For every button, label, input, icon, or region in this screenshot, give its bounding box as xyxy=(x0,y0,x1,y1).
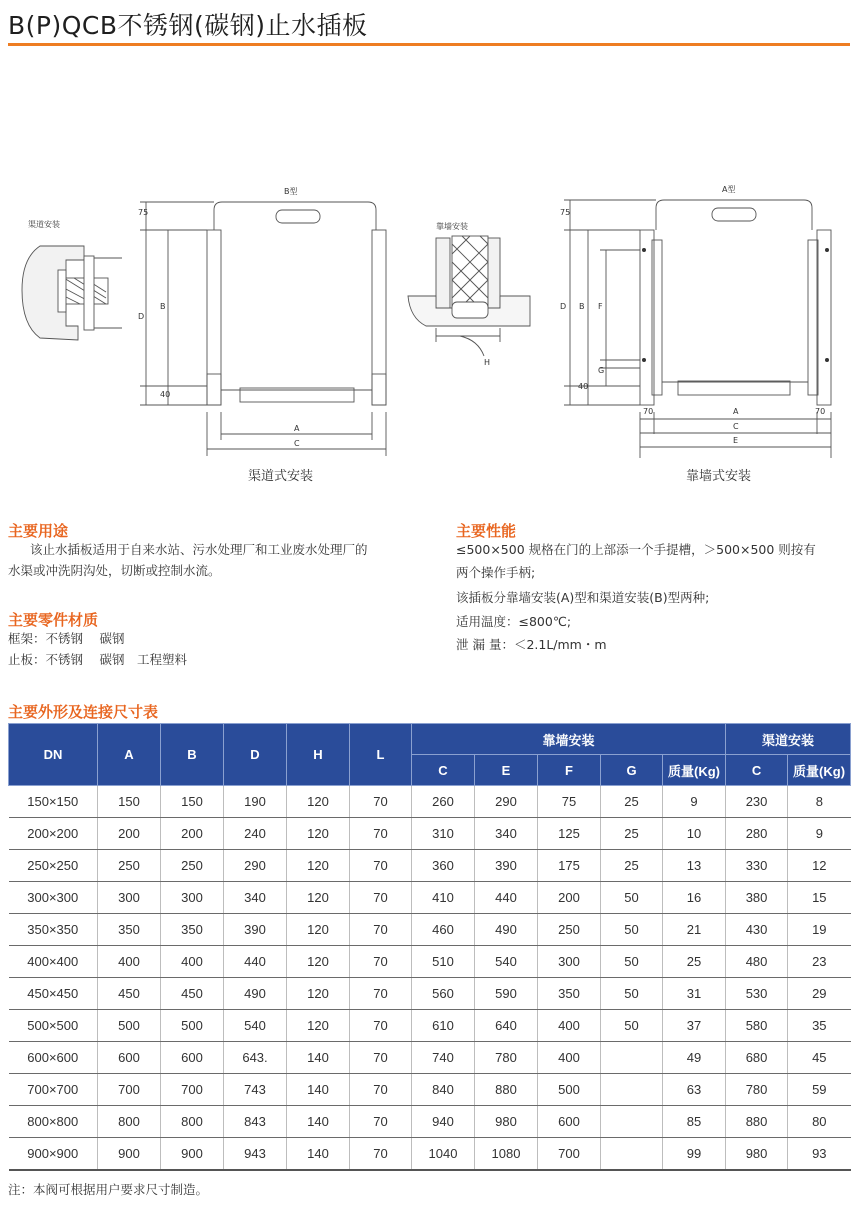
table-cell: 350 xyxy=(98,914,161,946)
table-cell: 880 xyxy=(475,1074,538,1106)
technical-drawings xyxy=(0,150,859,490)
table-cell: 350 xyxy=(538,978,601,1010)
table-row xyxy=(9,1074,851,1106)
table-cell: 740 xyxy=(412,1042,475,1074)
header-wall-c: C xyxy=(412,755,475,786)
wall-install-caption: 靠墙式安装 xyxy=(686,469,752,484)
table-cell: 120 xyxy=(287,786,350,818)
table-cell: 140 xyxy=(287,1138,350,1171)
table-cell: 175 xyxy=(538,850,601,882)
header-channel-weight: 质量(Kg) xyxy=(788,755,851,786)
table-cell: 25 xyxy=(663,946,726,978)
table-title: 主要外形及连接尺寸表 xyxy=(8,703,159,721)
table-cell: 400 xyxy=(538,1042,601,1074)
dim-b-left: B xyxy=(160,302,166,311)
a-type-label: A型 xyxy=(722,185,736,194)
table-cell: 700 xyxy=(98,1074,161,1106)
table-cell: 840 xyxy=(412,1074,475,1106)
dim-75-right: 75 xyxy=(560,208,571,217)
table-cell: 250×250 xyxy=(9,850,98,882)
header-h: H xyxy=(287,724,350,786)
table-row xyxy=(9,946,851,978)
table-cell: 45 xyxy=(788,1042,851,1074)
table-cell: 50 xyxy=(601,914,663,946)
table-cell: 600 xyxy=(98,1042,161,1074)
table-cell: 120 xyxy=(287,882,350,914)
table-cell: 900 xyxy=(98,1138,161,1171)
table-cell: 450 xyxy=(161,978,224,1010)
table-cell: 12 xyxy=(788,850,851,882)
table-cell: 450 xyxy=(98,978,161,1010)
table-cell: 440 xyxy=(475,882,538,914)
channel-install-caption: 渠道式安装 xyxy=(248,469,314,484)
dim-40-right: 40 xyxy=(578,382,589,391)
dim-c-left: C xyxy=(294,439,300,448)
header-channel-c: C xyxy=(726,755,788,786)
table-cell: 25 xyxy=(601,786,663,818)
materials-title: 主要零件材质 xyxy=(8,611,99,629)
table-cell: 70 xyxy=(350,1106,412,1138)
table-cell: 125 xyxy=(538,818,601,850)
wall-detail-label: 靠墙安装 xyxy=(436,222,468,231)
table-cell: 700 xyxy=(161,1074,224,1106)
table-cell: 780 xyxy=(726,1074,788,1106)
table-cell: 280 xyxy=(726,818,788,850)
performance-line-3: 该插板分靠墙安装(A)型和渠道安装(B)型两种; xyxy=(456,590,710,605)
table-cell: 240 xyxy=(224,818,287,850)
table-row xyxy=(9,818,851,850)
table-cell xyxy=(601,1106,663,1138)
table-cell: 980 xyxy=(475,1106,538,1138)
table-cell: 600×600 xyxy=(9,1042,98,1074)
table-cell: 743 xyxy=(224,1074,287,1106)
table-cell: 59 xyxy=(788,1074,851,1106)
usage-line-2: 水渠或冲洗阴沟处，切断或控制水流。 xyxy=(8,563,221,578)
table-cell: 120 xyxy=(287,978,350,1010)
table-cell: 250 xyxy=(161,850,224,882)
performance-title: 主要性能 xyxy=(456,522,517,540)
table-cell: 480 xyxy=(726,946,788,978)
table-cell: 310 xyxy=(412,818,475,850)
table-cell: 140 xyxy=(287,1074,350,1106)
dim-a-right: A xyxy=(733,407,739,416)
table-cell: 680 xyxy=(726,1042,788,1074)
table-cell: 140 xyxy=(287,1042,350,1074)
table-cell: 510 xyxy=(412,946,475,978)
table-cell: 800×800 xyxy=(9,1106,98,1138)
table-cell: 490 xyxy=(475,914,538,946)
header-wall-weight: 质量(Kg) xyxy=(663,755,726,786)
table-cell: 300 xyxy=(161,882,224,914)
performance-line-1: ≤500×500 规格在门的上部添一个手提槽，＞500×500 则按有 xyxy=(456,542,816,557)
table-cell: 900 xyxy=(161,1138,224,1171)
table-cell: 580 xyxy=(726,1010,788,1042)
table-cell: 540 xyxy=(475,946,538,978)
table-cell: 9 xyxy=(663,786,726,818)
table-cell: 400 xyxy=(538,1010,601,1042)
header-group-wall: 靠墙安装 xyxy=(412,724,726,755)
table-cell: 390 xyxy=(475,850,538,882)
table-cell: 500 xyxy=(538,1074,601,1106)
table-cell: 500×500 xyxy=(9,1010,98,1042)
table-cell: 70 xyxy=(350,946,412,978)
table-cell: 21 xyxy=(663,914,726,946)
table-cell: 430 xyxy=(726,914,788,946)
table-cell: 70 xyxy=(350,882,412,914)
table-cell: 500 xyxy=(161,1010,224,1042)
dim-d-left: D xyxy=(138,312,145,321)
table-cell xyxy=(601,1138,663,1171)
header-l: L xyxy=(350,724,412,786)
dim-c-right: C xyxy=(733,422,739,431)
table-row xyxy=(9,882,851,914)
table-cell: 200×200 xyxy=(9,818,98,850)
table-cell: 440 xyxy=(224,946,287,978)
table-cell: 410 xyxy=(412,882,475,914)
table-cell: 200 xyxy=(98,818,161,850)
table-cell: 75 xyxy=(538,786,601,818)
table-cell: 50 xyxy=(601,1010,663,1042)
table-cell: 19 xyxy=(788,914,851,946)
table-cell: 70 xyxy=(350,1010,412,1042)
dim-a-left: A xyxy=(294,424,300,433)
table-cell: 70 xyxy=(350,978,412,1010)
installation-drawing xyxy=(0,150,859,490)
table-cell: 340 xyxy=(224,882,287,914)
table-row xyxy=(9,1042,851,1074)
table-cell: 99 xyxy=(663,1138,726,1171)
table-cell: 50 xyxy=(601,882,663,914)
table-cell: 120 xyxy=(287,818,350,850)
table-cell: 150 xyxy=(161,786,224,818)
table-cell: 300 xyxy=(538,946,601,978)
table-cell: 450×450 xyxy=(9,978,98,1010)
materials-plate: 止板：不锈钢 碳钢 工程塑料 xyxy=(8,652,187,667)
page-title: B(P)QCB不锈钢(碳钢)止水插板 xyxy=(8,11,368,40)
table-cell: 250 xyxy=(538,914,601,946)
table-cell: 25 xyxy=(601,818,663,850)
header-wall-e: E xyxy=(475,755,538,786)
table-cell: 8 xyxy=(788,786,851,818)
table-cell: 330 xyxy=(726,850,788,882)
table-cell: 610 xyxy=(412,1010,475,1042)
footnote: 注：本阀可根据用户要求尺寸制造。 xyxy=(8,1182,209,1197)
table-cell: 37 xyxy=(663,1010,726,1042)
table-cell: 25 xyxy=(601,850,663,882)
table-cell: 70 xyxy=(350,1138,412,1171)
table-cell: 600 xyxy=(161,1042,224,1074)
table-cell: 300 xyxy=(98,882,161,914)
header-wall-f: F xyxy=(538,755,601,786)
dim-e: E xyxy=(733,436,739,445)
table-cell: 350×350 xyxy=(9,914,98,946)
table-cell: 340 xyxy=(475,818,538,850)
table-cell: 800 xyxy=(98,1106,161,1138)
dim-70-left: 70 xyxy=(643,407,654,416)
table-cell: 93 xyxy=(788,1138,851,1171)
channel-detail-label: 渠道安装 xyxy=(28,220,60,229)
table-row xyxy=(9,1138,851,1171)
table-cell: 360 xyxy=(412,850,475,882)
table-cell: 50 xyxy=(601,978,663,1010)
table-cell: 250 xyxy=(98,850,161,882)
table-cell: 540 xyxy=(224,1010,287,1042)
table-cell: 500 xyxy=(98,1010,161,1042)
table-cell: 780 xyxy=(475,1042,538,1074)
performance-line-5: 泄 漏 量：＜2.1L/mm・m xyxy=(456,637,607,652)
table-cell: 80 xyxy=(788,1106,851,1138)
table-cell: 900×900 xyxy=(9,1138,98,1171)
dim-40-left: 40 xyxy=(160,390,171,399)
table-cell: 63 xyxy=(663,1074,726,1106)
table-row xyxy=(9,1010,851,1042)
table-cell: 200 xyxy=(161,818,224,850)
table-cell xyxy=(601,1074,663,1106)
dim-75-left: 75 xyxy=(138,208,149,217)
table-row xyxy=(9,786,851,818)
table-cell: 29 xyxy=(788,978,851,1010)
table-cell: 943 xyxy=(224,1138,287,1171)
table-cell: 140 xyxy=(287,1106,350,1138)
table-body xyxy=(9,786,851,1171)
table-cell: 31 xyxy=(663,978,726,1010)
table-cell: 980 xyxy=(726,1138,788,1171)
dim-g: G xyxy=(598,366,605,375)
table-cell: 49 xyxy=(663,1042,726,1074)
table-cell: 643. xyxy=(224,1042,287,1074)
table-cell: 35 xyxy=(788,1010,851,1042)
table-cell: 590 xyxy=(475,978,538,1010)
table-cell: 200 xyxy=(538,882,601,914)
header-d: D xyxy=(224,724,287,786)
table-row xyxy=(9,1106,851,1138)
table-row xyxy=(9,978,851,1010)
dim-b-right: B xyxy=(579,302,585,311)
table-cell: 1040 xyxy=(412,1138,475,1171)
table-cell: 800 xyxy=(161,1106,224,1138)
table-cell: 880 xyxy=(726,1106,788,1138)
table-cell: 700×700 xyxy=(9,1074,98,1106)
table-cell: 700 xyxy=(538,1138,601,1171)
table-cell: 260 xyxy=(412,786,475,818)
table-cell: 640 xyxy=(475,1010,538,1042)
materials-frame: 框架：不锈钢 碳钢 xyxy=(8,631,125,646)
table-cell: 940 xyxy=(412,1106,475,1138)
table-cell: 70 xyxy=(350,1042,412,1074)
table-cell: 120 xyxy=(287,946,350,978)
table-cell: 190 xyxy=(224,786,287,818)
table-cell: 1080 xyxy=(475,1138,538,1171)
table-cell: 70 xyxy=(350,850,412,882)
table-cell: 120 xyxy=(287,1010,350,1042)
table-row xyxy=(9,914,851,946)
table-cell: 400 xyxy=(98,946,161,978)
header-dn: DN xyxy=(9,724,98,786)
dim-f: F xyxy=(598,302,603,311)
table-cell xyxy=(601,1042,663,1074)
table-cell: 70 xyxy=(350,914,412,946)
table-cell: 150 xyxy=(98,786,161,818)
table-cell: 400 xyxy=(161,946,224,978)
table-cell: 460 xyxy=(412,914,475,946)
table-cell: 10 xyxy=(663,818,726,850)
header-group-channel: 渠道安装 xyxy=(726,724,851,755)
table-cell: 300×300 xyxy=(9,882,98,914)
dim-h: H xyxy=(484,358,491,367)
table-cell: 120 xyxy=(287,914,350,946)
table-cell: 70 xyxy=(350,786,412,818)
table-cell: 50 xyxy=(601,946,663,978)
table-cell: 400×400 xyxy=(9,946,98,978)
table-cell: 290 xyxy=(224,850,287,882)
usage-line-1: 该止水插板适用于自来水站、污水处理厂和工业废水处理厂的 xyxy=(30,542,368,557)
table-cell: 290 xyxy=(475,786,538,818)
table-row xyxy=(9,850,851,882)
table-cell: 600 xyxy=(538,1106,601,1138)
table-cell: 380 xyxy=(726,882,788,914)
table-cell: 530 xyxy=(726,978,788,1010)
table-cell: 85 xyxy=(663,1106,726,1138)
table-cell: 490 xyxy=(224,978,287,1010)
table-cell: 560 xyxy=(412,978,475,1010)
table-cell: 150×150 xyxy=(9,786,98,818)
dimension-table xyxy=(8,723,851,1171)
b-type-label: B型 xyxy=(284,187,298,196)
table-cell: 23 xyxy=(788,946,851,978)
header-a: A xyxy=(98,724,161,786)
table-cell: 350 xyxy=(161,914,224,946)
usage-title: 主要用途 xyxy=(8,522,69,540)
dim-d-right: D xyxy=(560,302,567,311)
dim-70-right: 70 xyxy=(815,407,826,416)
performance-line-4: 适用温度：≤800℃; xyxy=(456,614,572,629)
table-cell: 15 xyxy=(788,882,851,914)
table-cell: 390 xyxy=(224,914,287,946)
table-cell: 230 xyxy=(726,786,788,818)
table-cell: 70 xyxy=(350,1074,412,1106)
table-cell: 16 xyxy=(663,882,726,914)
table-cell: 9 xyxy=(788,818,851,850)
header-wall-g: G xyxy=(601,755,663,786)
title-divider xyxy=(8,43,850,46)
performance-line-2: 两个操作手柄; xyxy=(456,565,536,580)
table-cell: 120 xyxy=(287,850,350,882)
table-cell: 843 xyxy=(224,1106,287,1138)
header-b: B xyxy=(161,724,224,786)
table-cell: 70 xyxy=(350,818,412,850)
table-cell: 13 xyxy=(663,850,726,882)
